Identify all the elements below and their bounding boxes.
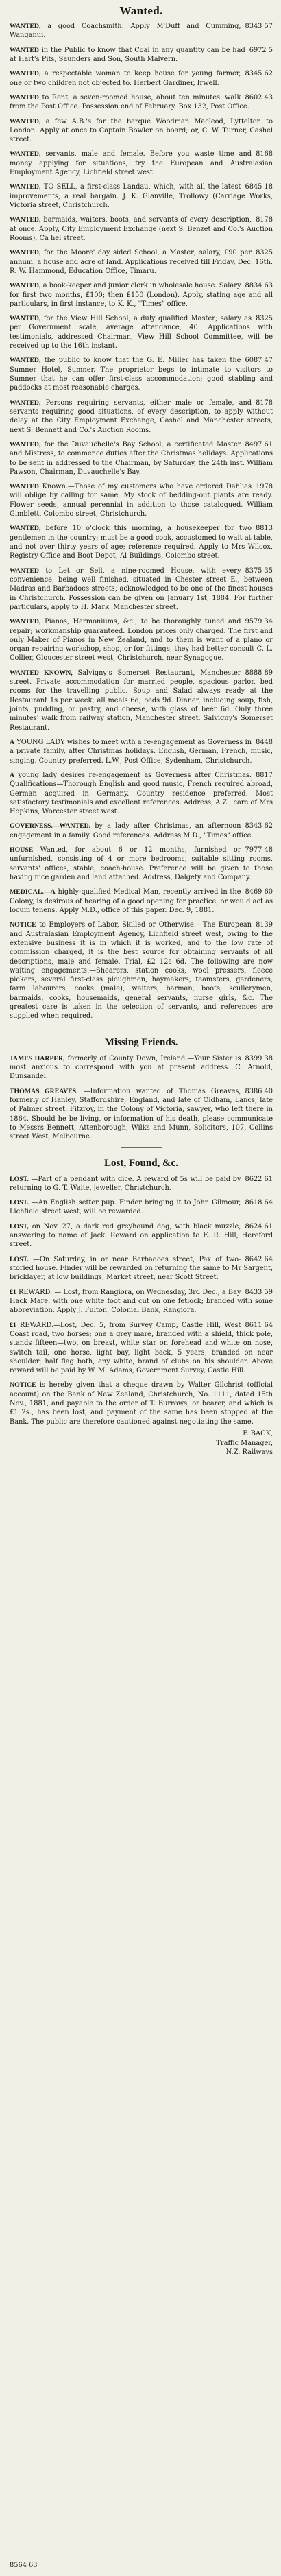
ad-lead-word: WANTED, [10, 440, 41, 449]
classified-ad [10, 822, 273, 840]
ad-lead-word: WANTED, [10, 398, 41, 407]
ad-lead-word: WANTED, [10, 618, 41, 626]
ad-body-text: before 10 o'clock this morning, a housekeeper for two gentlemen in the country; must be a good cook, accustomed to wait at table, and not over thirty years of age; reference required. Apply to Mrs Wilcox, Registry Office and Boot Depot, Al Buildings, Colombo street. [10, 525, 273, 560]
ad-reference-number: 8834 63 [245, 282, 273, 290]
ad-body-text: is hereby given that a cheque drawn by Walter Gilchrist (official account) on the Bank of New Zealand, Christchurch, No. 1111, dated 15th Nov., 1881, and payable to the order of T. Burrows, or bearer, and which is £1 2s., has been lost, and payment of the same has been stopped at the Bank. The public are therefore cautioned against negotiating the same. [10, 1381, 273, 1426]
ad-lead-word: WANTED, [10, 150, 41, 158]
classified-ad [10, 669, 273, 732]
ad-reference-number: 8469 60 [245, 888, 273, 896]
ad-body-text: formerly of County Down, Ireland.—Your Sister is most anxious to correspond with you at present address. C. Arnold, Dunsandel. [10, 1054, 273, 1081]
ad-reference-number: 6087 47 [245, 357, 273, 365]
classified-ad [10, 1054, 273, 1082]
signature-name: F. BACK, [243, 1430, 273, 1438]
classified-ad [10, 69, 273, 88]
classified-ad [10, 1321, 273, 1376]
ad-lead-word: JAMES HARPER, [10, 1054, 65, 1062]
ad-body-text: a few A.B.'s for the barque Woodman Macleod, Lyttelton to London. Apply at once to Captain Bowler on board; or, C. W. Turner, Cashel street. [10, 117, 273, 144]
ad-reference-number: 7977 48 [245, 846, 273, 855]
ad-body-text: REWARD. — Lost, from Rangiora, on Wednesday, 3rd Dec., a Bay Hack Mare, with one white foot and cut on one fetlock; branded with some abbreviation. Apply J. Fulton, Colonial Bank, Rangiora. [10, 1288, 273, 1315]
lost-found-heading: Lost, Found, &c. [104, 1157, 178, 1169]
ad-lead-word: WANTED, [10, 117, 41, 126]
ad-lead-word: WANTED, [10, 183, 41, 191]
ad-lead-word: WANTED [10, 93, 40, 102]
classified-ad [10, 1381, 273, 1427]
ad-reference-number: 8386 40 [245, 1087, 273, 1095]
ad-lead-word: LOST. [10, 1199, 29, 1207]
classified-ad [10, 920, 273, 1021]
ad-reference-number: 8139 [256, 921, 273, 929]
classified-ad [10, 887, 273, 915]
ad-lead-word: A [10, 738, 15, 746]
ad-body-text: young lady desires re-engagement as Governess after Christmas. Qualifications—Thorough English and good music, French required abroad, German acquired in Germany. Country residence preferred. Most satisfactory testimonials and excellent references. Address, A.Z., care of Mrs Hopkins, Worcester street west. [10, 771, 273, 816]
newspaper-column [0, 4, 281, 2576]
ad-lead-word: WANTED KNOWN, [10, 669, 73, 677]
ad-body-text: for the View Hill School, a duly qualified Master; salary as per Government scale, average attendance, 40. Applications with testimonials, addressed Chairman, View Hill School Committee, will be received up to the 16th instant. [10, 315, 273, 350]
ad-lead-word: WANTED [10, 483, 40, 491]
ad-body-text: the public to know that the G. E. Miller has taken the Sumner Hotel, Sumner. The proprietor begs to intimate to visitors to Sumner that he can offer first-class accommodation; good stabling and paddocks at most reasonable charges. [10, 357, 273, 392]
ad-lead-word: LOST, [10, 1222, 29, 1230]
ad-reference-number: 8399 38 [245, 1054, 273, 1062]
ad-lead-word: WANTED [10, 567, 40, 575]
ad-reference-number: 8325 [256, 249, 273, 257]
classified-ad [10, 93, 273, 112]
classified-ad [10, 398, 273, 435]
ad-body-text: Known.—Those of my customers who have ordered Dahlias will oblige by calling for same. My stock of bedding-out plants are ready. Flower seeds, annual perennial in addition to those catalogued. William Gimblett, Colombo street, Christchurch. [10, 483, 273, 518]
missing-friends-ads [10, 1054, 273, 1142]
classified-ad [10, 1288, 273, 1315]
classified-ad [10, 46, 273, 64]
ad-body-text: barmaids, waiters, boots, and servants of every description, at once. Apply, City Employment Exchange (next S. Benzet and Co.'s Auction Rooms), Ca hel street. [10, 216, 273, 242]
ad-lead-word: £1 [10, 1288, 16, 1296]
ad-body-text: highly-qualified Medical Man, recently arrived in the Colony, is desirous of hearing of a good opening for practice, or would act as locum tenens. Apply M.D., office of this paper. Dec. 9, 1881. [10, 888, 273, 914]
classified-ad [10, 440, 273, 477]
ad-reference-number: 8178 [256, 216, 273, 224]
classified-ad [10, 215, 273, 243]
ad-reference-number: 8813 [256, 525, 273, 533]
ad-reference-number: 8433 59 [245, 1288, 273, 1296]
classified-ad [10, 1198, 273, 1217]
signature-title: N.Z. Railways [225, 1448, 273, 1457]
wanted-heading: Wanted. [119, 4, 163, 17]
ad-lead-word: NOTICE [10, 1381, 36, 1390]
ad-lead-word: WANTED, [10, 23, 41, 30]
ad-body-text: REWARD.—Lost, Dec. 5, from Survey Camp, Castle Hill, West Coast road, two horses; one a grey mare, branded with a shield, thick pole, stands fifteen—two, on breast, white star on forehead and white on nose, switch tail, one horse, light bay, light back, 5 years, branded on near shoulder; half flag both, any white, brand of clubs on his shoulder. Above reward will be paid by W. M. Adams, Government Survey, Castle Hill. [10, 1321, 273, 1375]
classified-ad [10, 482, 273, 518]
classified-ad [10, 182, 273, 210]
ad-body-text: for the Duvauchelle's Bay School, a certificated Master and Mistress, to commence duties after the Christmas holidays. Applications to be sent in addressed to the Chairman, by Saturday, the 24th inst. William Pawson, Chairman, Duvauchelle's Bay. [10, 440, 273, 476]
classified-ad [10, 738, 273, 765]
ad-body-text: for the Moore' day sided School, a Master; salary, £90 per annum, a house and acre of land. Applications received till Friday, Dec. 16th. R. W. Hammond, Education Office, Timaru. [10, 249, 273, 275]
ad-reference-number: 8611 64 [245, 1321, 273, 1329]
ad-reference-number: 8343 62 [245, 822, 273, 831]
classified-ad [10, 1087, 273, 1142]
classified-ad [10, 22, 273, 40]
classified-ad [10, 117, 273, 145]
ad-body-text: a book-keeper and junior clerk in wholesale house. Salary for first two months, £100; then £150 (London). Apply, stating age and all particulars, in first instance, to K. K., "Times" office. [10, 282, 273, 308]
ad-reference-number: 8343 57 [245, 23, 273, 30]
ad-lead-word: GOVERNESS.—WANTED, [10, 822, 91, 831]
ad-body-text: to Let or Sell, a nine-roomed House, with every convenience, being well finished, situated in Chester street E., between Madras and Barbadoes streets; acknowledged to be one of the finest houses in Christchurch. Possession can be given on January 1st, 1884. For further particulars, apply to H. Mark, Manchester street. [10, 567, 273, 611]
classified-ad [10, 281, 273, 309]
ad-body-text: by a lady after Christmas, an afternoon engagement in a family. Good references. Address M.D., "Times" office. [10, 822, 254, 839]
classified-ad [10, 150, 273, 177]
ad-reference-number: 8497 61 [245, 440, 273, 449]
classified-ad [10, 1175, 273, 1193]
ad-lead-word: NOTICE [10, 921, 36, 929]
ad-reference-number: 8178 [256, 398, 273, 407]
ad-lead-word: WANTED, [10, 282, 41, 290]
ad-body-text: Wanted, for about 6 or 12 months, furnished or unfurnished, consisting of 4 or more bedrooms, suitable sitting rooms, servants' offices, stable, coach-house. Preference will be given to those having nice garden and land attached. Address, Dalgety and Company. [10, 846, 273, 881]
ad-reference-number: 1978 [256, 483, 273, 491]
ad-reference-number: 6845 18 [245, 183, 273, 191]
classified-ad [10, 1222, 273, 1250]
ad-body-text: in the Public to know that Coal in any quantity can be had at Hart's Pits, Saunders and Son, South Malvern. [10, 46, 245, 63]
ad-lead-word: £1 [10, 1321, 16, 1329]
ad-reference-number: 8345 62 [245, 70, 273, 78]
ad-lead-word: WANTED, [10, 357, 41, 365]
classified-ad [10, 524, 273, 560]
ad-reference-number: 8888 89 [245, 669, 273, 677]
classified-ad [10, 1255, 273, 1283]
ad-lead-word: WANTED [10, 46, 40, 54]
ad-reference-number: 6972 5 [249, 46, 273, 54]
ad-body-text: to Rent, a seven-roomed house, about ten minutes' walk from the Post Office. Possession end of February. Box 132, Post Office. [10, 93, 249, 111]
classified-ad [10, 248, 273, 276]
notice-signature [10, 1429, 273, 1457]
ad-reference-number: 9579 34 [245, 618, 273, 626]
ad-body-text: servants, male and female. Before you waste time and money applying for situations, try the European and Australasian Employment Agency, Lichfield street west. [10, 150, 273, 177]
ad-body-text: on Nov. 27, a dark red greyhound dog, with black muzzle, answering to name of Jack. Reward on application to E. R. Hill, Hereford street. [10, 1222, 273, 1249]
ad-reference-number: 8448 [256, 738, 273, 746]
ad-body-text: YOUNG LADY wishes to meet with a re-engagement as Governess in a private family, after Christmas holidays. English, German, French, music, singing. Country preferred. L.W., Post Office, Sydenham, Christchurch. [10, 738, 273, 765]
missing-friends-heading: Missing Friends. [104, 1036, 178, 1048]
ad-body-text: a good Coachsmith. Apply M'Duff and Cumming, Wanganui. [10, 23, 241, 40]
section-divider [121, 1147, 162, 1148]
classified-ad [10, 771, 273, 817]
ad-reference-number: 8618 64 [245, 1199, 273, 1207]
ad-body-text: a respectable woman to keep house for young farmer, one or two children not objected to. Herbert Gardiner, Irwell. [10, 70, 241, 87]
ad-lead-word: WANTED, [10, 525, 41, 533]
classified-ad [10, 617, 273, 663]
lost-found-ads [10, 1175, 273, 1427]
ad-body-text: Salvigny's Somerset Restaurant, Manchester street. Private accommodation for married people, spacious parlor, bed rooms for the travelling public. Soup and Salad always ready at the Restaurant 1s per week; all meals 6d, beds 9d. Dinner, including soup, fish, joints, pudding, or pastry, and cheese, with glass of beer 6d. Only three minutes' walk from railway station, Manchester street. Salvigny's Somerset Restaurant. [10, 669, 273, 732]
ad-reference-number: 8375 35 [245, 567, 273, 575]
classified-ad [10, 567, 273, 612]
ad-lead-word: LOST. [10, 1255, 29, 1263]
ad-lead-word: WANTED, [10, 216, 41, 224]
ad-lead-word: WANTED, [10, 70, 41, 78]
ad-lead-word: THOMAS GREAVES. [10, 1087, 78, 1095]
ad-body-text: —Information wanted of Thomas Greaves, formerly of Hanley, Staffordshire, England, and late of Oldham, Lancs, late of Palmer street, Fitzroy, in the Colony of Victoria, sawyer, who left there in 1864. Should he be living, or information of his death, please communicate to Messrs Bennett, Attenborough, Wilks and Munn, Solicitors, 107, Collins street West, Melbourne. [10, 1087, 273, 1141]
ad-lead-word: LOST. [10, 1175, 29, 1183]
ad-reference-number: 8325 [256, 315, 273, 323]
ad-reference-number: 8624 61 [245, 1222, 273, 1230]
ad-body-text: Persons requiring servants, either male or female, and servants requiring good situations, of every description, to apply without delay at the City Employment Exchange, Cashel and Manchester streets, next S. Bennett and Co.'s Auction Rooms. [10, 398, 273, 434]
ad-body-text: TO SELL, a first-class Landau, which, with all the latest improvements, a real bargain. J. K. Glanville, Trollowy (Carriage Works, Victoria street, Christchurch. [10, 183, 273, 209]
footer-reference: 8564 63 [10, 2562, 38, 2569]
ad-lead-word: WANTED, [10, 249, 41, 257]
ad-reference-number: 8602 43 [245, 93, 273, 102]
ad-body-text: Pianos, Harmoniums, &c., to be thoroughly tuned and repair; workmanship guaranteed. London prices only charged. The first and only Maker of Pianos in New Zealand, and to them is want of a piano or organ repairing workshop, shop, or for fittings, they had better consult C. L. Collier, Gloucester street west, Christchurch, near Synagogue. [10, 618, 273, 663]
ad-body-text: —On Saturday, in or near Barbadoes street, Pax of two-storied house. Finder will be rewarded on returning the same to Mr Sargent, bricklayer, at low buildings, Market street, near Scott Street. [10, 1255, 273, 1282]
ad-body-text: —Part of a pendant with dice. A reward of 5s will be paid by returning to G. T. Waite, jeweller, Christchurch. [10, 1175, 241, 1192]
ad-body-text: —An English setter pup. Finder bringing it to John Gilmour, Lichfield street west, will be rewarded. [10, 1199, 241, 1216]
ad-reference-number: 8642 64 [245, 1255, 273, 1263]
signature-title: Traffic Manager, [216, 1439, 273, 1447]
ad-lead-word: WANTED, [10, 315, 41, 323]
ad-lead-word: HOUSE [10, 846, 34, 855]
ad-lead-word: MEDICAL.—A [10, 888, 56, 896]
wanted-ads [10, 22, 273, 1021]
ad-reference-number: 8817 [256, 771, 273, 779]
ad-body-text: to Employers of Labor, Skilled or Otherwise.—The European and Australasian Employment Agency, Lichfield street west, owing to the extensive business it is in which it is worked, and to the low rate of commission charged, it is the best source for obtaining servants of all descriptions, male and female. Trial, £2 12s 6d. The following are now waiting engagements:—Shearers, station cooks, wool pressers, fleece pickers, several first-class ploughmen, haymakers, teamsters, gardeners, farm labourers, cooks (male), waiters, barman, boots, scullerymen, barmaids, cooks, housemaids, general servants, nurse girls, &c. The greatest care is taken in the selection of servants, and references are supplied when required. [10, 921, 273, 1021]
ad-reference-number: 8622 61 [245, 1175, 273, 1183]
ad-lead-word: A [10, 771, 15, 779]
classified-ad [10, 314, 273, 350]
ad-reference-number: 8168 [256, 150, 273, 158]
classified-ad [10, 846, 273, 882]
classified-ad [10, 356, 273, 392]
